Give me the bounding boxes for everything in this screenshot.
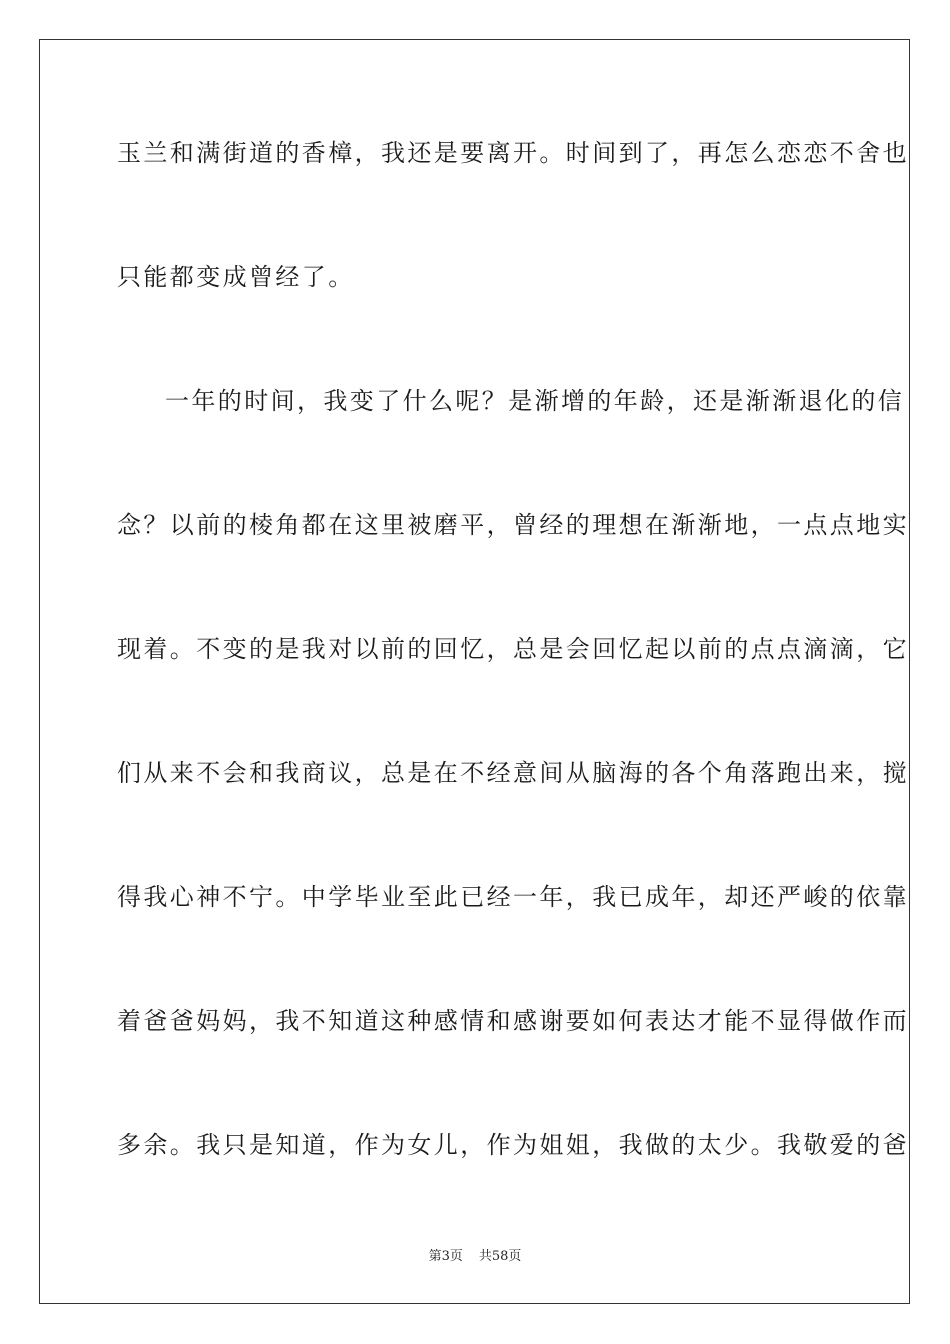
- page-border: [39, 39, 910, 1304]
- paragraph-line: 们从来不会和我商议，总是在不经意间从脑海的各个角落跑出来，搅: [117, 759, 909, 787]
- paragraph-line: 多余。我只是知道，作为女儿，作为姐姐，我做的太少。我敬爱的爸: [117, 1131, 909, 1159]
- paragraph-line: 着爸爸妈妈，我不知道这种感情和感谢要如何表达才能不显得做作而: [117, 1007, 909, 1035]
- paragraph-line: 玉兰和满街道的香樟，我还是要离开。时间到了，再怎么恋恋不舍也: [117, 139, 909, 167]
- paragraph-line: 念？以前的棱角都在这里被磨平，曾经的理想在渐渐地，一点点地实: [117, 511, 909, 539]
- paragraph-line: 现着。不变的是我对以前的回忆，总是会回忆起以前的点点滴滴，它: [117, 635, 909, 663]
- total-pages-label: 共58页: [478, 1249, 522, 1264]
- paragraph-line: 得我心神不宁。中学毕业至此已经一年，我已成年，却还严峻的依靠: [117, 883, 909, 911]
- page-footer: [0, 1248, 950, 1266]
- paragraph-line: 一年的时间，我变了什么呢？是渐增的年龄，还是渐渐退化的信: [165, 387, 905, 415]
- paragraph-line: 只能都变成曾经了。: [117, 263, 355, 291]
- current-page-label: 第3页: [428, 1249, 463, 1264]
